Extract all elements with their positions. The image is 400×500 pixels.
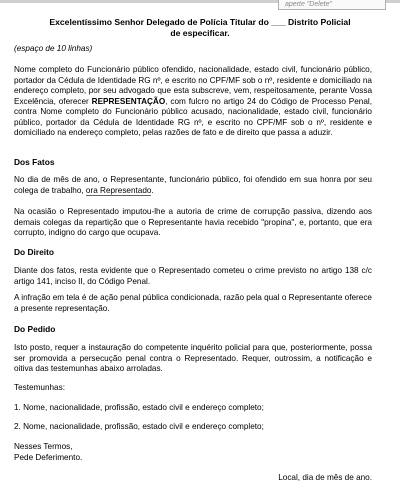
- ora-representado-link: ora Representado: [85, 185, 152, 195]
- fatos-text-b: .: [151, 185, 154, 195]
- intro-text-a: Nome completo do Funcionário público ofendido, nacionalidade, estado civil, funcionário público, portador da Cédula de Identidade RG nº, e escrito no CPF/MF sob o nº, residente e domiciliado na endereço completo, por seu advogado que esta subscreve, vem, respeitosamente, perante Vossa Excelência, oferecer: [14, 65, 372, 106]
- fatos-text-a: No dia de mês de ano, o Representante, funcionário público, foi ofendido em sua honra por seu colega de trabalho,: [14, 175, 372, 195]
- delete-hint: aperte "Delete": [278, 0, 386, 10]
- testemunhas-label: Testemunhas:: [14, 383, 65, 392]
- title-line-1: Excelentíssimo Senhor Delegado de Polícia Titular do ___ Distrito Policial: [49, 17, 351, 27]
- direito-paragraph-2: A infração em tela é de ação penal pública condicionada, razão pela qual o Representante oferece a presente representação.: [14, 293, 372, 313]
- place-date: Local, dia de mês de ano.: [278, 473, 372, 482]
- document-title: [28, 17, 372, 38]
- fatos-paragraph-1: [14, 175, 372, 196]
- direito-paragraph-1: Diante dos fatos, resta evidente que o Representado cometeu o crime previsto no artigo 138 c/c artigo 141, inciso II, do Código Penal.: [14, 266, 372, 286]
- intro-text-b: , com fulcro no artigo 24 do Código de Processo Penal, contra Nome completo do Funcionário público acusado, nacionalidade, estado civil, funcionário público, portador da Cédula de Identidade RG nº, e escrito no CPF/MF sob o nº, residente e domiciliado na endereço completo, pelas razões de fato e de direito que passa a aduzir.: [14, 96, 372, 137]
- section-heading-fatos: Dos Fatos: [14, 157, 55, 167]
- testemunha-2: 2. Nome, nacionalidade, profissão, estado civil e endereço completo;: [14, 422, 264, 431]
- fatos-paragraph-2: Na ocasião o Representado imputou-lhe a autoria de crime de corrupção passiva, dizendo aos demais colegas da repartição que o Representante havia recebido "propina", e, portanto, que era corrupto, indigno do cargo que ocupava.: [14, 207, 372, 237]
- closing-1: Nesses Termos,: [14, 442, 73, 451]
- pedido-paragraph: Isto posto, requer a instauração do competente inquérito policial para que, posteriormente, possa ser promovida a persecução penal contra o Representado. Requer, outrossim, a notificação e oitiva das testemunhas abaixo arroladas.: [14, 343, 372, 373]
- space-note: (espaço de 10 linhas): [14, 44, 93, 53]
- section-heading-pedido: Do Pedido: [14, 324, 56, 334]
- testemunha-1: 1. Nome, nacionalidade, profissão, estado civil e endereço completo;: [14, 403, 264, 412]
- title-line-2: de especificar.: [170, 27, 230, 38]
- section-heading-direito: Do Direito: [14, 247, 55, 257]
- representacao-label: REPRESENTAÇÃO: [91, 96, 166, 106]
- intro-paragraph: [14, 65, 372, 139]
- closing-2: Pede Deferimento.: [14, 453, 83, 462]
